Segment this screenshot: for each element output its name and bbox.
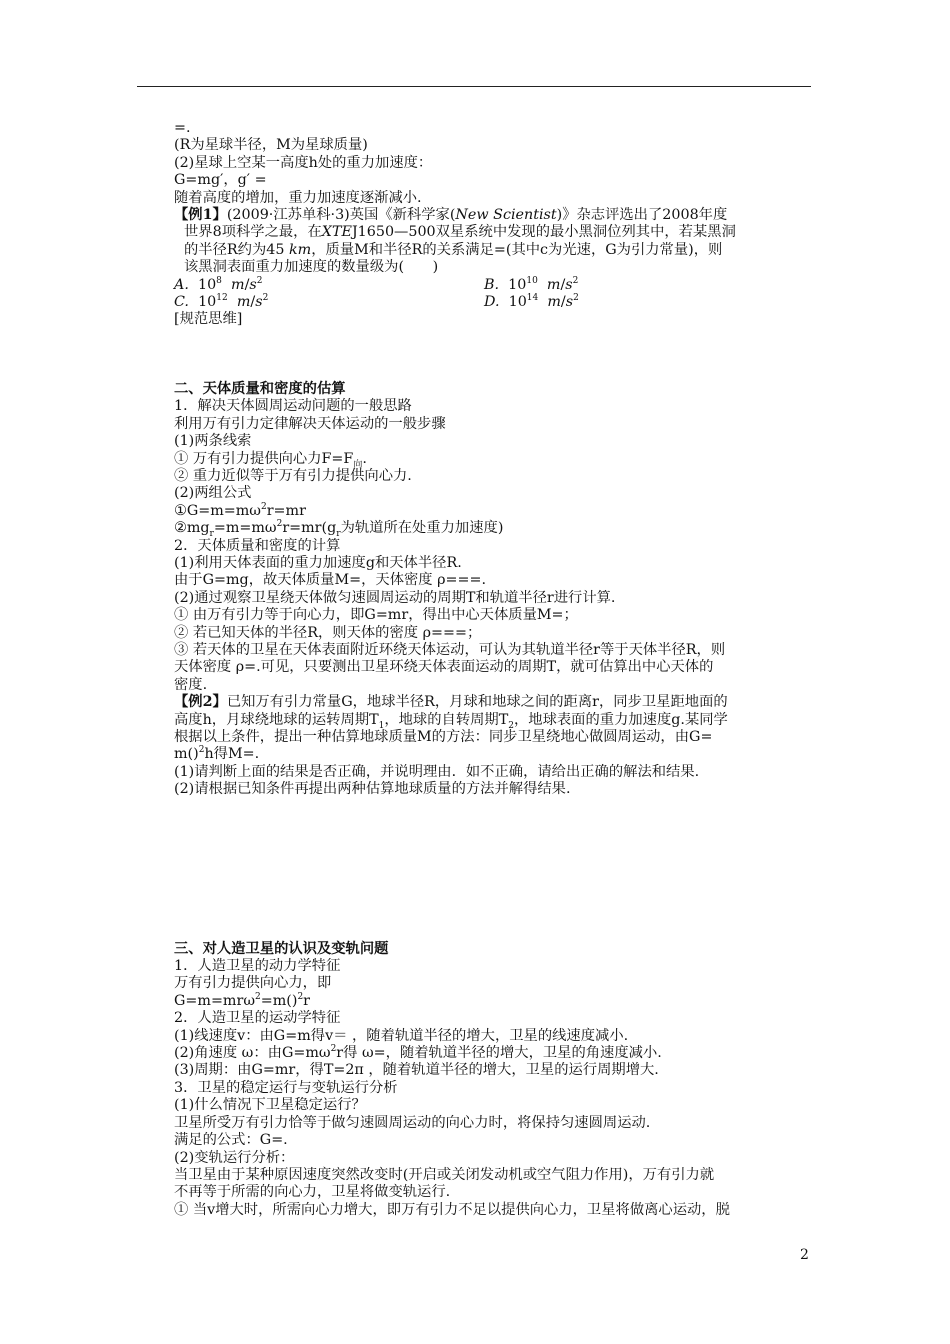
text-line: (1)线速度v：由G=m得v＝ ，随着轨道半径的增大，卫星的线速度减小. [174, 1027, 629, 1044]
options-row [174, 277, 814, 294]
text-line: ② 若已知天体的半径R，则天体的密度 ρ===； [174, 624, 482, 641]
text-line: (2)星球上空某一高度h处的重力加速度： [174, 154, 433, 171]
text-line: 利用万有引力定律解决天体运动的一般步骤 [174, 415, 446, 432]
text-line: (3)周期：由G=mr，得T=2π ，随着轨道半径的增大，卫星的运行周期增大. [174, 1062, 659, 1079]
text-line: 由于G=mg，故天体质量M=，天体密度 ρ===. [174, 572, 487, 589]
text-line: 天体密度 ρ=.可见，只要测出卫星环绕天体表面运动的周期T，就可估算出中心天体的 [174, 659, 714, 676]
think-label: [规范思维] [174, 311, 243, 328]
text-line: 不再等于所需的向心力，卫星将做变轨运行. [174, 1184, 451, 1201]
question-1: (1)请判断上面的结果是否正确，并说明理由．如不正确，请给出正确的解法和结果. [174, 763, 700, 780]
formula-line: $①G=m=m\omega^2r=mr$ [174, 501, 306, 519]
text-line: (1)利用天体表面的重力加速度g和天体半径R. [174, 554, 462, 571]
text-line: 卫星所受万有引力恰等于做匀速圆周运动的向心力时，将保持匀速圆周运动. [174, 1114, 651, 1131]
text-line: (2)变轨运行分析： [174, 1149, 295, 1166]
text-line: 当卫星由于某种原因速度突然改变时(开启或关闭发动机或空气阻力作用)，万有引力就 [174, 1166, 715, 1183]
page-number: 2 [800, 1247, 809, 1263]
example-1-line: 世界8项科学之最，在XTEJ1650—500双星系统中发现的最小黑洞位列其中，若某黑洞 [184, 224, 736, 241]
example-2-line: m()$^2$h得M=. [174, 745, 260, 763]
example-2-line: 根据以上条件，提出一种估算地球质量M的方法：同步卫星绕地心做圆周运动，由G= [174, 729, 713, 745]
option-a: A. $10^8$ $m/s^2$ [174, 275, 263, 293]
text-line: 密度. [174, 676, 208, 693]
text-line: 1．解决天体圆周运动问题的一般思路 [174, 398, 412, 415]
example-tag: 【例2】 [174, 694, 227, 711]
blank-space [174, 799, 814, 941]
text-line: (2)两组公式 [174, 485, 252, 502]
example-tag: 【例1】 [174, 207, 227, 224]
example-2-line: 高度h，月球绕地球的运转周期$T_1$，地球的自转周期$T_2$，地球表面的重力加速度g.某同学 [174, 711, 728, 731]
option-b: B. $10^{10}$ $m/s^2$ [484, 275, 579, 293]
text-line: (2)角速度 ω：由$G=m\omega^2r$得 ω=，随着轨道半径的增大，卫星的角速度减小. [174, 1044, 662, 1062]
text-line: (1)什么情况下卫星稳定运行？ [174, 1097, 366, 1114]
text-line: 万有引力提供向心力，即 [174, 975, 332, 992]
question-2: (2)请根据已知条件再提出两种估算地球质量的方法并解得结果. [174, 781, 571, 798]
text-line: (R为星球半径，M为星球质量) [174, 137, 368, 154]
text-line: =. [174, 120, 191, 136]
example-2-line: 【例2】已知万有引力常量G，地球半径R，月球和地球之间的距离r，同步卫星距地面的 [174, 694, 728, 711]
text-line: ① 当v增大时，所需向心力增大，即万有引力不足以提供向心力，卫星将做离心运动，脱 [174, 1201, 730, 1218]
text-line: ③ 若天体的卫星在天体表面附近环绕天体运动，可认为其轨道半径r等于天体半径R，则 [174, 641, 726, 658]
text-line: ① 万有引力提供向心力$F=F_向$. [174, 450, 367, 470]
option-c: C. $10^{12}$ $m/s^2$ [174, 293, 269, 311]
text-line: 满足的公式：G=. [174, 1132, 288, 1149]
text-line: G=mg′，g′ = [174, 172, 267, 189]
document-body [174, 120, 814, 1219]
example-1-line: 该黑洞表面重力加速度的数量级为( ) [184, 259, 439, 276]
section-title: 三、对人造卫星的认识及变轨问题 [174, 940, 389, 957]
text-line: ① 由万有引力等于向心力，即G=mr，得出中心天体质量M=； [174, 607, 578, 624]
blank-space [174, 329, 814, 381]
text-line: (2)通过观察卫星绕天体做匀速圆周运动的周期T和轨道半径r进行计算. [174, 589, 616, 606]
text-line: (1)两条线索 [174, 433, 252, 450]
text-line: 随着高度的增加，重力加速度逐渐减小. [174, 189, 422, 206]
text-line: 3．卫星的稳定运行与变轨运行分析 [174, 1079, 398, 1096]
text-line: ② 重力近似等于万有引力提供向心力. [174, 467, 412, 484]
example-1-line: 的半径R约为45 km，质量M和半径R的关系满足=(其中c为光速，G为引力常量)，则 [184, 241, 723, 258]
text-line: 2．人造卫星的运动学特征 [174, 1010, 341, 1027]
formula-line: G=m=mrω$^2$=m()$^2$r [174, 992, 311, 1009]
section-title: 二、天体质量和密度的估算 [174, 380, 346, 397]
option-d: D. $10^{14}$ $m/s^2$ [484, 293, 579, 311]
text-line: 2．天体质量和密度的计算 [174, 537, 341, 554]
text-line: 1．人造卫星的动力学特征 [174, 958, 341, 975]
options-row [174, 294, 814, 311]
formula-line: $②mg_r=m=m\omega^2r=mr(g_r$为轨道所在处重力加速度) [174, 519, 504, 539]
header-rule [137, 86, 811, 87]
example-1-line: 【例1】(2009·江苏单科·3)英国《新科学家(New Scientist)》杂志评选出了2008年度 [174, 207, 728, 224]
